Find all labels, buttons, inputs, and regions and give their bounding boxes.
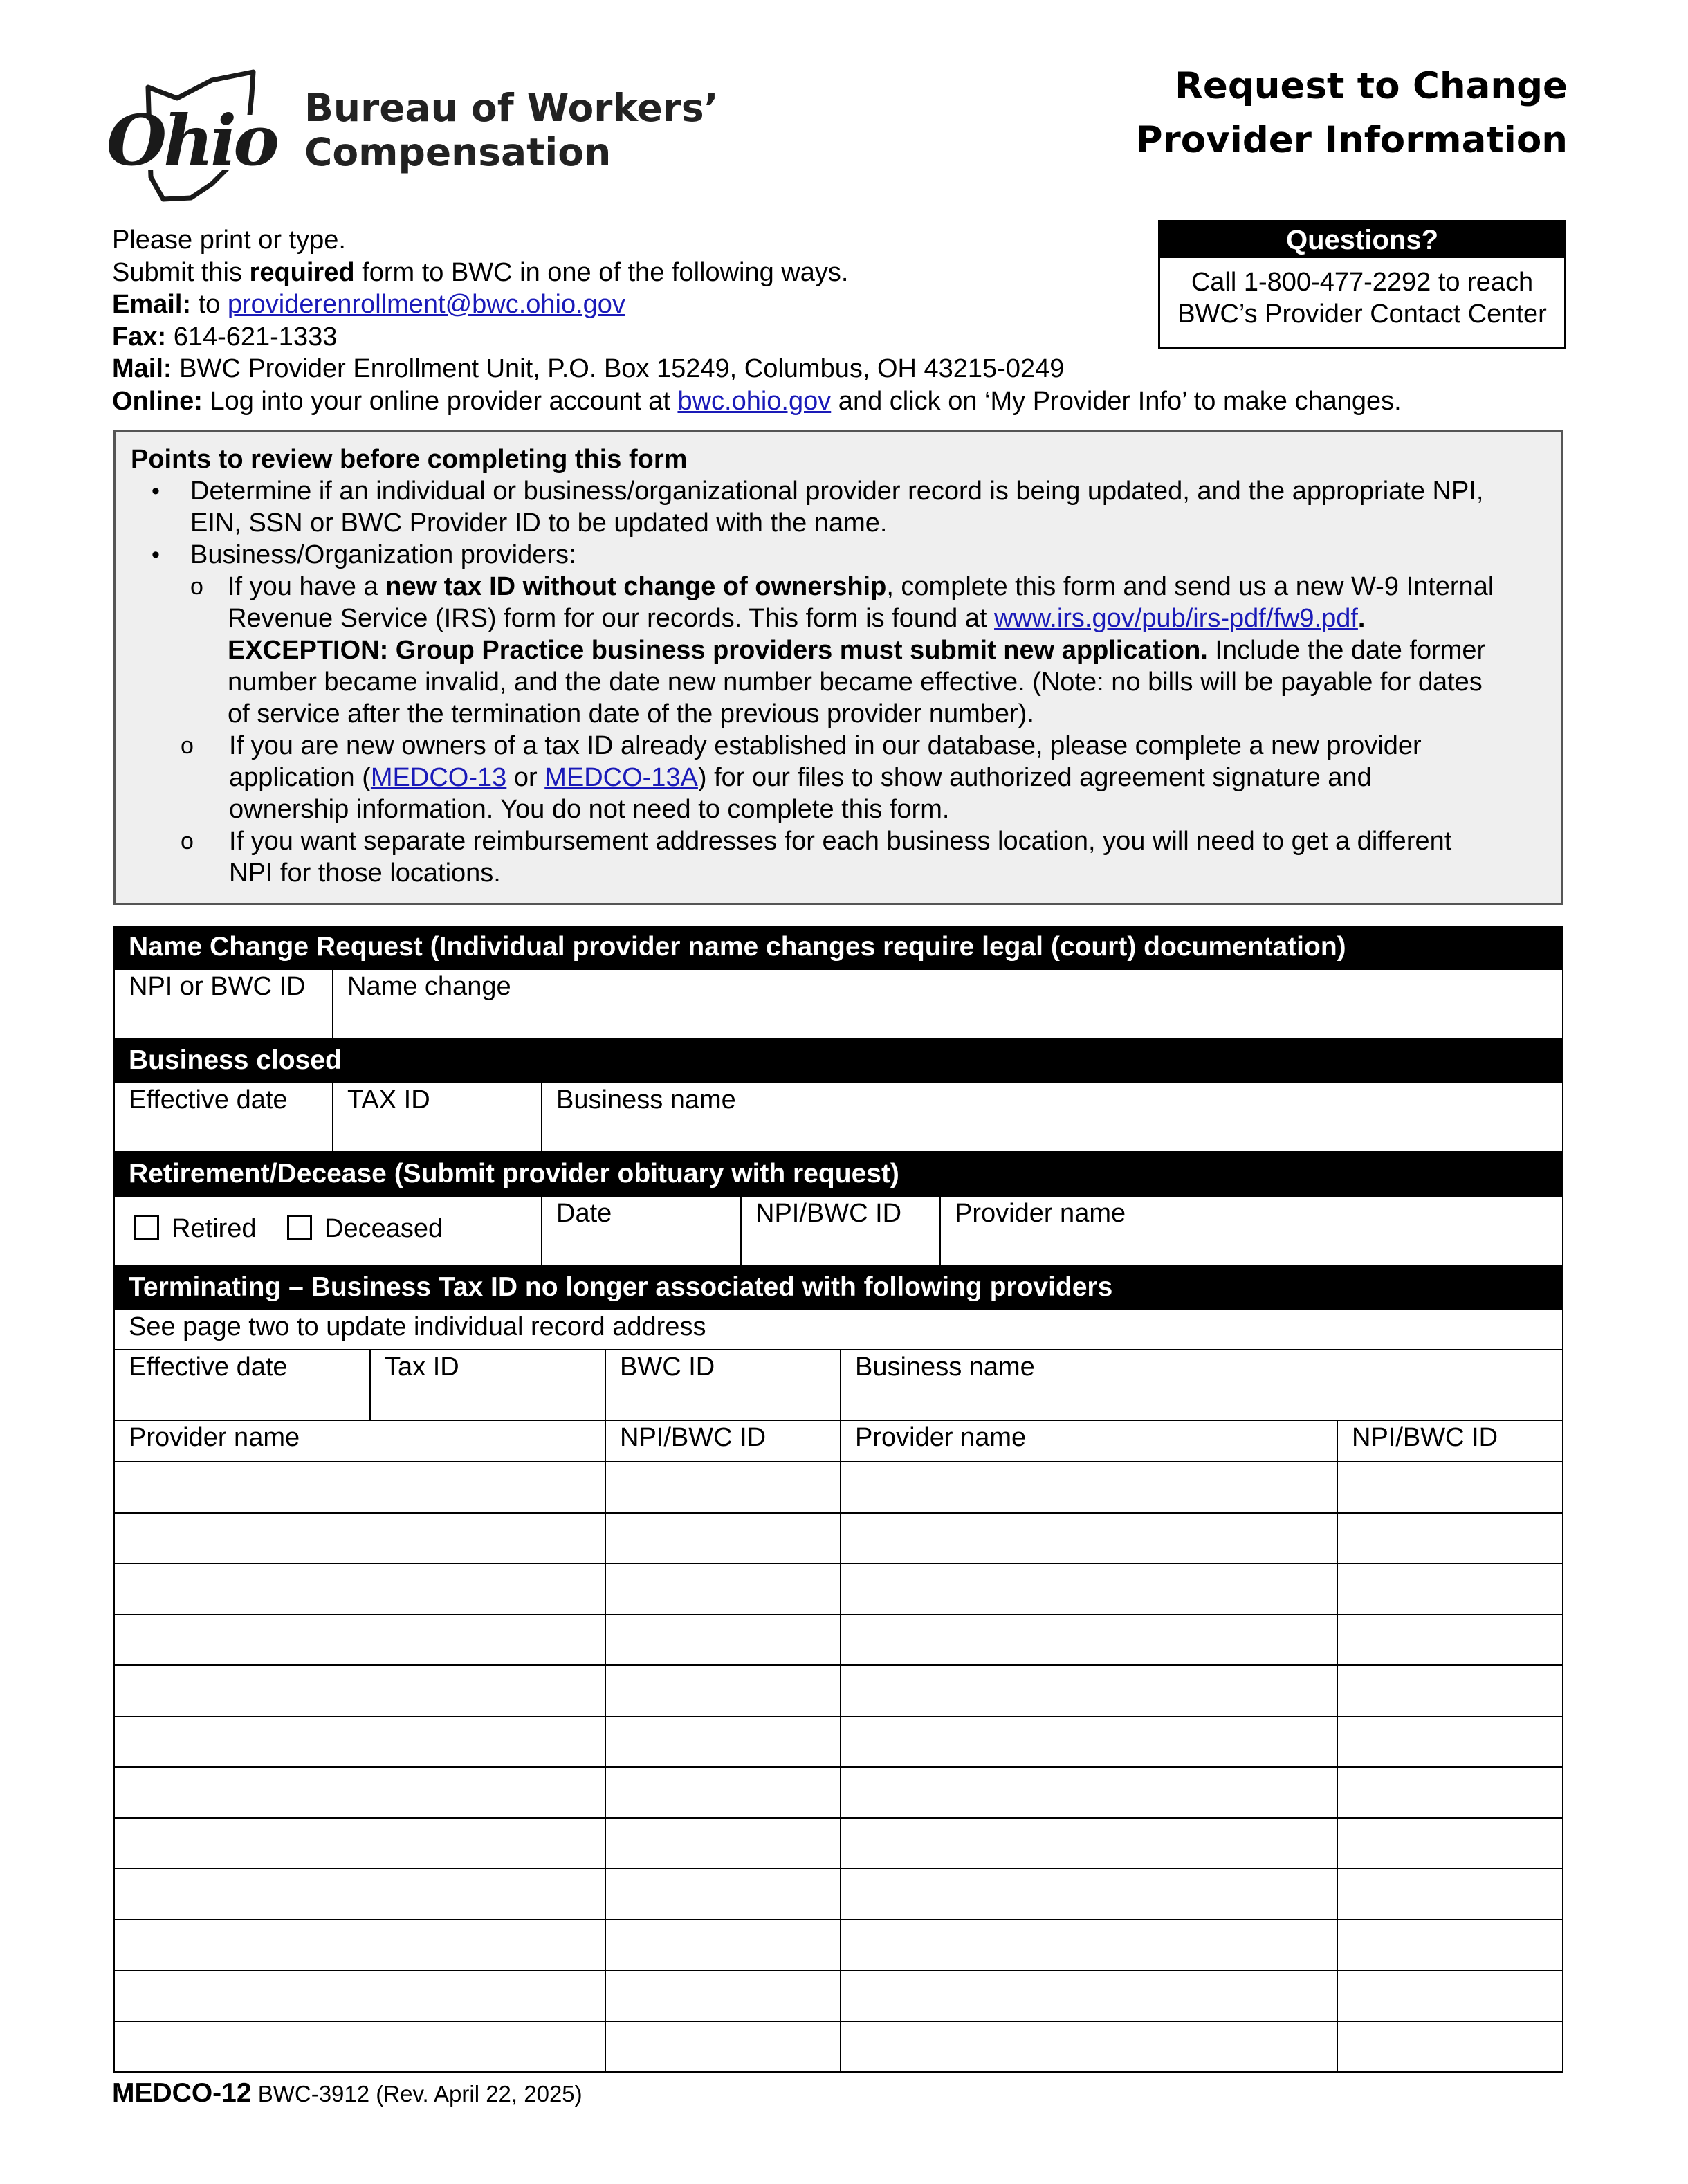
bwc-website-link[interactable]: bwc.ohio.gov [677, 386, 832, 416]
provider-name-entry[interactable] [113, 1868, 606, 1920]
provider-name-entry[interactable] [840, 1664, 1338, 1717]
review-subpoint-line: NPI for those locations. [229, 859, 501, 888]
provider-name-col-header: Provider name [113, 1420, 606, 1462]
retirement-status-cell [113, 1195, 542, 1266]
form-revision: BWC-3912 (Rev. April 22, 2025) [251, 2081, 582, 2107]
npi-bwc-id-entry[interactable] [605, 2021, 841, 2073]
retirement-npi-bwc-id-field[interactable]: NPI/BWC ID [740, 1195, 941, 1266]
npi-bwc-id-entry[interactable] [605, 1970, 841, 2022]
closed-effective-date-field[interactable]: Effective date [113, 1082, 333, 1153]
form-footer [112, 2078, 582, 2109]
review-subpoint-line: ownership information. You do not need to complete this form. [229, 795, 950, 824]
logo-wordmark: Ohio [108, 100, 279, 181]
provider-name-entry[interactable] [113, 1664, 606, 1717]
npi-bwc-id-entry[interactable] [1337, 1970, 1563, 2022]
retirement-date-field[interactable]: Date [541, 1195, 742, 1266]
online-line: Online: Log into your online provider account at bwc.ohio.gov and click on ‘My Provider Info’ to make changes. [112, 386, 1402, 416]
provider-name-entry[interactable] [840, 2021, 1338, 2073]
terminating-effective-date-field[interactable]: Effective date [113, 1349, 371, 1421]
provider-name-entry[interactable] [840, 1868, 1338, 1920]
review-subpoint-line: application (MEDCO-13 or MEDCO-13A) for our files to show authorized agreement signature and [229, 763, 1372, 792]
see-page-two-note: See page two to update individual record address [113, 1309, 1563, 1350]
email-line: Email: to providerenrollment@bwc.ohio.gov [112, 290, 625, 319]
provider-name-entry[interactable] [840, 1716, 1338, 1768]
closed-business-name-field[interactable]: Business name [541, 1082, 1563, 1153]
provider-name-entry[interactable] [113, 1766, 606, 1819]
email-link[interactable]: providerenrollment@bwc.ohio.gov [227, 290, 625, 319]
review-point-line: EIN, SSN or BWC Provider ID to be updated with the name. [190, 508, 888, 538]
ohio-logo [108, 66, 281, 205]
form-id: MEDCO-12 [112, 2078, 252, 2108]
provider-name-col-header: Provider name [840, 1420, 1338, 1462]
npi-bwc-id-entry[interactable] [1337, 1461, 1563, 1514]
npi-bwc-id-entry[interactable] [605, 1563, 841, 1615]
npi-bwc-id-entry[interactable] [605, 1614, 841, 1667]
terminating-business-name-field[interactable]: Business name [840, 1349, 1563, 1421]
form-title: Request to Change Provider Information [1135, 65, 1568, 161]
provider-name-entry[interactable] [113, 1614, 606, 1667]
mail-line: Mail: BWC Provider Enrollment Unit, P.O. Box 15249, Columbus, OH 43215-0249 [112, 354, 1065, 383]
provider-name-entry[interactable] [840, 1970, 1338, 2022]
provider-name-entry[interactable] [113, 1512, 606, 1565]
retirement-provider-name-field[interactable]: Provider name [939, 1195, 1563, 1266]
medco-13a-link[interactable]: MEDCO-13A [544, 763, 698, 792]
irs-w9-link[interactable]: www.irs.gov/pub/irs-pdf/fw9.pdf [994, 604, 1358, 633]
review-subpoint-line: number became invalid, and the date new number became effective. (Note: no bills will be payable for dates [228, 668, 1483, 697]
sub-bullet-icon: o [190, 573, 203, 600]
npi-bwc-id-entry[interactable] [1337, 1919, 1563, 1972]
organization-name: Bureau of Workers’ Compensation [304, 86, 719, 174]
bullet-icon: • [152, 542, 160, 568]
questions-contact: Call 1-800-477-2292 to reach BWC’s Provider Contact Center [1177, 268, 1547, 329]
terminating-bwc-id-field[interactable]: BWC ID [605, 1349, 841, 1421]
review-points-box [113, 430, 1563, 905]
provider-name-entry[interactable] [840, 1614, 1338, 1667]
deceased-checkbox[interactable] [287, 1215, 312, 1240]
review-subpoint-line: EXCEPTION: Group Practice business providers must submit new application. Include the date former [228, 636, 1486, 665]
npi-bwc-id-entry[interactable] [605, 1868, 841, 1920]
npi-bwc-id-col-header: NPI/BWC ID [605, 1420, 841, 1462]
bullet-icon: • [152, 478, 160, 504]
provider-name-entry[interactable] [113, 1716, 606, 1768]
npi-bwc-id-entry[interactable] [1337, 1563, 1563, 1615]
terminating-header: Terminating – Business Tax ID no longer associated with following providers [113, 1266, 1563, 1309]
provider-name-entry[interactable] [113, 2021, 606, 2073]
provider-name-entry[interactable] [113, 1563, 606, 1615]
provider-name-entry[interactable] [840, 1919, 1338, 1972]
npi-bwc-id-entry[interactable] [1337, 1664, 1563, 1717]
sub-bullet-icon: o [181, 733, 194, 759]
business-closed-header: Business closed [113, 1039, 1563, 1082]
npi-bwc-id-entry[interactable] [605, 1512, 841, 1565]
npi-or-bwc-id-field[interactable]: NPI or BWC ID [113, 969, 333, 1039]
change-request-form [113, 926, 1563, 2071]
provider-name-entry[interactable] [113, 1461, 606, 1514]
npi-bwc-id-entry[interactable] [605, 1919, 841, 1972]
review-subpoint-line: If you are new owners of a tax ID already established in our database, please complete a new provider [229, 731, 1422, 760]
terminating-tax-id-field[interactable]: Tax ID [369, 1349, 606, 1421]
print-instruction: Please print or type. [112, 226, 346, 255]
npi-bwc-id-entry[interactable] [1337, 1512, 1563, 1565]
review-point-line: Determine if an individual or business/organizational provider record is being updated, and the appropriate NPI, [190, 477, 1484, 506]
npi-bwc-id-entry[interactable] [605, 1461, 841, 1514]
review-subpoint-line: If you want separate reimbursement addresses for each business location, you will need to get a different [229, 827, 1452, 856]
npi-bwc-id-entry[interactable] [1337, 1716, 1563, 1768]
deceased-label: Deceased [324, 1214, 443, 1243]
provider-name-entry[interactable] [113, 1970, 606, 2022]
npi-bwc-id-entry[interactable] [1337, 1614, 1563, 1667]
review-subpoint-line: Revenue Service (IRS) form for our records. This form is found at www.irs.gov/pub/irs-pdf/fw9.pdf. [228, 604, 1366, 633]
provider-name-entry[interactable] [840, 1512, 1338, 1565]
review-point-line: Business/Organization providers: [190, 540, 576, 569]
medco-13-link[interactable]: MEDCO-13 [370, 763, 507, 792]
npi-bwc-id-col-header: NPI/BWC ID [1337, 1420, 1563, 1462]
npi-bwc-id-entry[interactable] [605, 1766, 841, 1819]
questions-box [1158, 220, 1566, 349]
provider-name-entry[interactable] [113, 1817, 606, 1870]
npi-bwc-id-entry[interactable] [1337, 1817, 1563, 1870]
name-change-header: Name Change Request (Individual provider name changes require legal (court) documentation) [113, 926, 1563, 969]
retirement-decease-header: Retirement/Decease (Submit provider obituary with request) [113, 1153, 1563, 1195]
npi-bwc-id-entry[interactable] [605, 1716, 841, 1768]
npi-bwc-id-entry[interactable] [605, 1817, 841, 1870]
submit-line: Submit this required form to BWC in one of the following ways. [112, 257, 849, 287]
fax-line: Fax: 614-621-1333 [112, 322, 338, 351]
npi-bwc-id-entry[interactable] [605, 1664, 841, 1717]
review-subpoint-line: of service after the termination date of the previous provider number). [228, 699, 1034, 728]
npi-bwc-id-entry[interactable] [1337, 1868, 1563, 1920]
sub-bullet-icon: o [181, 828, 194, 854]
retired-label: Retired [172, 1214, 257, 1243]
npi-bwc-id-entry[interactable] [1337, 2021, 1563, 2073]
provider-name-entry[interactable] [840, 1461, 1338, 1514]
review-heading: Points to review before completing this form [131, 445, 688, 474]
retired-checkbox[interactable] [134, 1215, 159, 1240]
questions-heading: Questions? [1160, 222, 1564, 258]
npi-bwc-id-entry[interactable] [1337, 1766, 1563, 1819]
provider-name-entry[interactable] [840, 1563, 1338, 1615]
closed-tax-id-field[interactable]: TAX ID [332, 1082, 542, 1153]
provider-name-entry[interactable] [840, 1817, 1338, 1870]
provider-name-entry[interactable] [113, 1919, 606, 1972]
name-change-field[interactable]: Name change [332, 969, 1563, 1039]
provider-name-entry[interactable] [840, 1766, 1338, 1819]
review-subpoint-line: If you have a new tax ID without change of ownership, complete this form and send us a new W-9 Internal [228, 572, 1494, 601]
